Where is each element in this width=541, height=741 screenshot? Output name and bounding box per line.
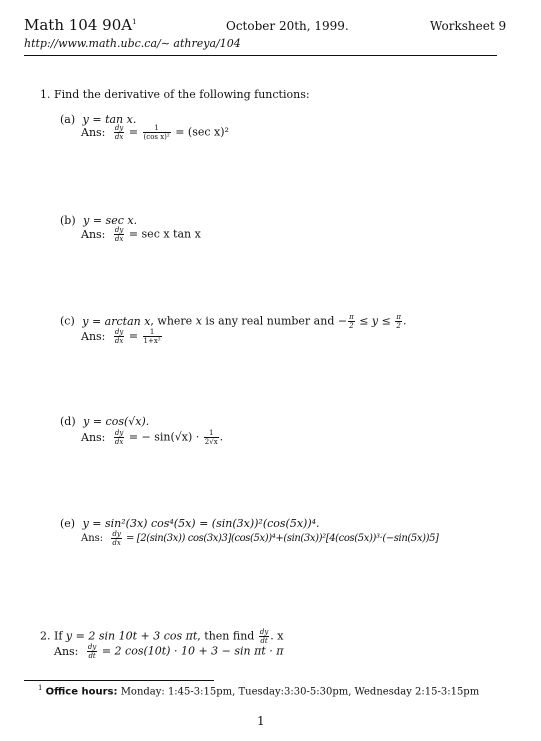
problem-1 bbox=[40, 88, 310, 101]
numerator: π bbox=[349, 313, 354, 321]
numerator: dy bbox=[114, 429, 124, 437]
answer-label: Ans: bbox=[81, 329, 106, 343]
fraction-dydx bbox=[114, 429, 124, 446]
footnote-marker: 1 bbox=[132, 18, 137, 26]
answer-rhs: = sec x tan x bbox=[128, 227, 201, 241]
denominator: dx bbox=[114, 337, 124, 345]
course-title bbox=[24, 16, 137, 34]
fraction-dydx bbox=[111, 530, 121, 547]
fraction-dydx bbox=[114, 328, 124, 345]
numerator: dy bbox=[114, 226, 124, 234]
inequality: ≤ y ≤ bbox=[359, 314, 391, 328]
answer-label: Ans: bbox=[81, 533, 104, 544]
footnote-text: Monday: 1:45-3:15pm, Tuesday:3:30-5:30pm, Wednesday 2:15-3:15pm bbox=[120, 686, 480, 698]
footnote bbox=[38, 684, 479, 697]
answer-label: Ans: bbox=[81, 430, 106, 444]
part-e-answer bbox=[81, 530, 439, 547]
answer-rhs: = [2(sin(3x)) cos(3x)3](cos(5x))⁴+(sin(3x))²[4(cos(5x))³·(−sin(5x))5] bbox=[125, 533, 439, 544]
denominator: 2 bbox=[396, 322, 401, 330]
part-c-question: (c) y = arctan x, where x is any real number and − $\frac{\pi}{2}$ ≤ y ≤ $\frac{\pi}{2}$ . bbox=[60, 313, 407, 330]
text: is any real number and − bbox=[205, 314, 348, 328]
header-rule bbox=[24, 55, 497, 56]
answer-label: Ans: bbox=[81, 125, 106, 139]
answer-rhs: = 2 cos(10t) · 10 + 3 − sin πt · π bbox=[101, 644, 284, 658]
fraction-pi-over-2 bbox=[348, 313, 355, 330]
answer-rhs: = − sin(√x) · bbox=[128, 430, 200, 444]
denominator: dt bbox=[260, 637, 268, 645]
answer-rhs: = (sec x)² bbox=[175, 125, 229, 139]
equation: y = sec x. bbox=[83, 214, 138, 227]
part-a-answer: Ans: $\frac{dy}{dx}$ = $\frac{1}{\text{(cos x)²}}$ = (sec x)² bbox=[81, 124, 229, 141]
part-label: (c) bbox=[60, 314, 75, 328]
answer-label: Ans: bbox=[54, 644, 79, 658]
problem-number: 1. bbox=[40, 88, 51, 101]
problem-2-answer bbox=[54, 643, 283, 660]
equation: y = 2 sin 10t + 3 cos πt bbox=[65, 629, 198, 643]
fraction-one-over-1-plus-x2 bbox=[143, 328, 162, 345]
page-number: 1 bbox=[257, 714, 265, 728]
part-label: (b) bbox=[60, 214, 76, 227]
numerator: dy bbox=[87, 643, 97, 651]
numerator: 1 bbox=[143, 328, 162, 337]
variable: x bbox=[195, 314, 202, 328]
fraction-dydx bbox=[114, 124, 124, 141]
footnote-bold: Office hours: bbox=[45, 686, 118, 698]
part-c-answer: Ans: $\frac{dy}{dx}$ = $\frac{1}{\text{1+x²}}$ bbox=[81, 328, 161, 345]
date: October 20th, 1999. bbox=[226, 19, 349, 33]
denominator: 2 bbox=[349, 322, 354, 330]
equation: y = arctan x bbox=[82, 314, 151, 328]
part-label: (e) bbox=[60, 517, 76, 530]
part-label: (d) bbox=[60, 415, 76, 428]
text: , then find bbox=[197, 629, 255, 643]
denominator: dx bbox=[112, 539, 121, 547]
fraction-dydt bbox=[87, 643, 97, 660]
part-b-answer bbox=[81, 226, 201, 243]
denominator: dt bbox=[88, 652, 96, 660]
problem-number: 2. bbox=[40, 629, 51, 643]
denominator: 2√x bbox=[204, 438, 218, 446]
equation: y = tan x. bbox=[82, 113, 137, 126]
equation: y = cos(√x). bbox=[83, 415, 150, 428]
denominator: 1+x² bbox=[143, 337, 161, 345]
problem-text: Find the derivative of the following functions: bbox=[54, 88, 310, 101]
course-name: Math 104 90A bbox=[24, 16, 133, 34]
answer-label: Ans: bbox=[81, 227, 106, 241]
denominator: (cos x)² bbox=[143, 133, 170, 141]
numerator: dy bbox=[259, 628, 269, 636]
part-d-question bbox=[60, 415, 149, 428]
denominator: dx bbox=[114, 133, 124, 141]
part-e-question bbox=[60, 517, 320, 530]
numerator: dy bbox=[114, 328, 124, 336]
numerator: dy bbox=[112, 530, 121, 538]
course-url: http://www.math.ubc.ca/∼ athreya/104 bbox=[24, 37, 241, 50]
denominator: dx bbox=[114, 438, 124, 446]
numerator: dy bbox=[114, 124, 124, 132]
part-label: (a) bbox=[60, 113, 76, 126]
part-d-answer: Ans: $\frac{dy}{dx}$ = − sin(√x) · $\frac{1}{2√x}$ . bbox=[81, 429, 224, 446]
footnote-rule bbox=[24, 680, 214, 681]
numerator: 1 bbox=[143, 124, 171, 133]
fraction-one-over-2sqrtx bbox=[204, 429, 219, 446]
numerator: π bbox=[396, 313, 401, 321]
text: . x bbox=[270, 629, 284, 643]
fraction-dydx bbox=[114, 226, 124, 243]
text: , where bbox=[150, 314, 193, 328]
numerator: 1 bbox=[204, 429, 219, 438]
footnote-marker: 1 bbox=[38, 684, 43, 692]
equation: y = sin²(3x) cos⁴(5x) = (sin(3x))²(cos(5x))⁴. bbox=[82, 517, 320, 530]
fraction-pi-over-2 bbox=[395, 313, 402, 330]
text: If bbox=[54, 629, 63, 643]
denominator: dx bbox=[114, 235, 124, 243]
fraction-one-over-cos bbox=[143, 124, 171, 141]
worksheet-label: Worksheet 9 bbox=[430, 19, 507, 33]
